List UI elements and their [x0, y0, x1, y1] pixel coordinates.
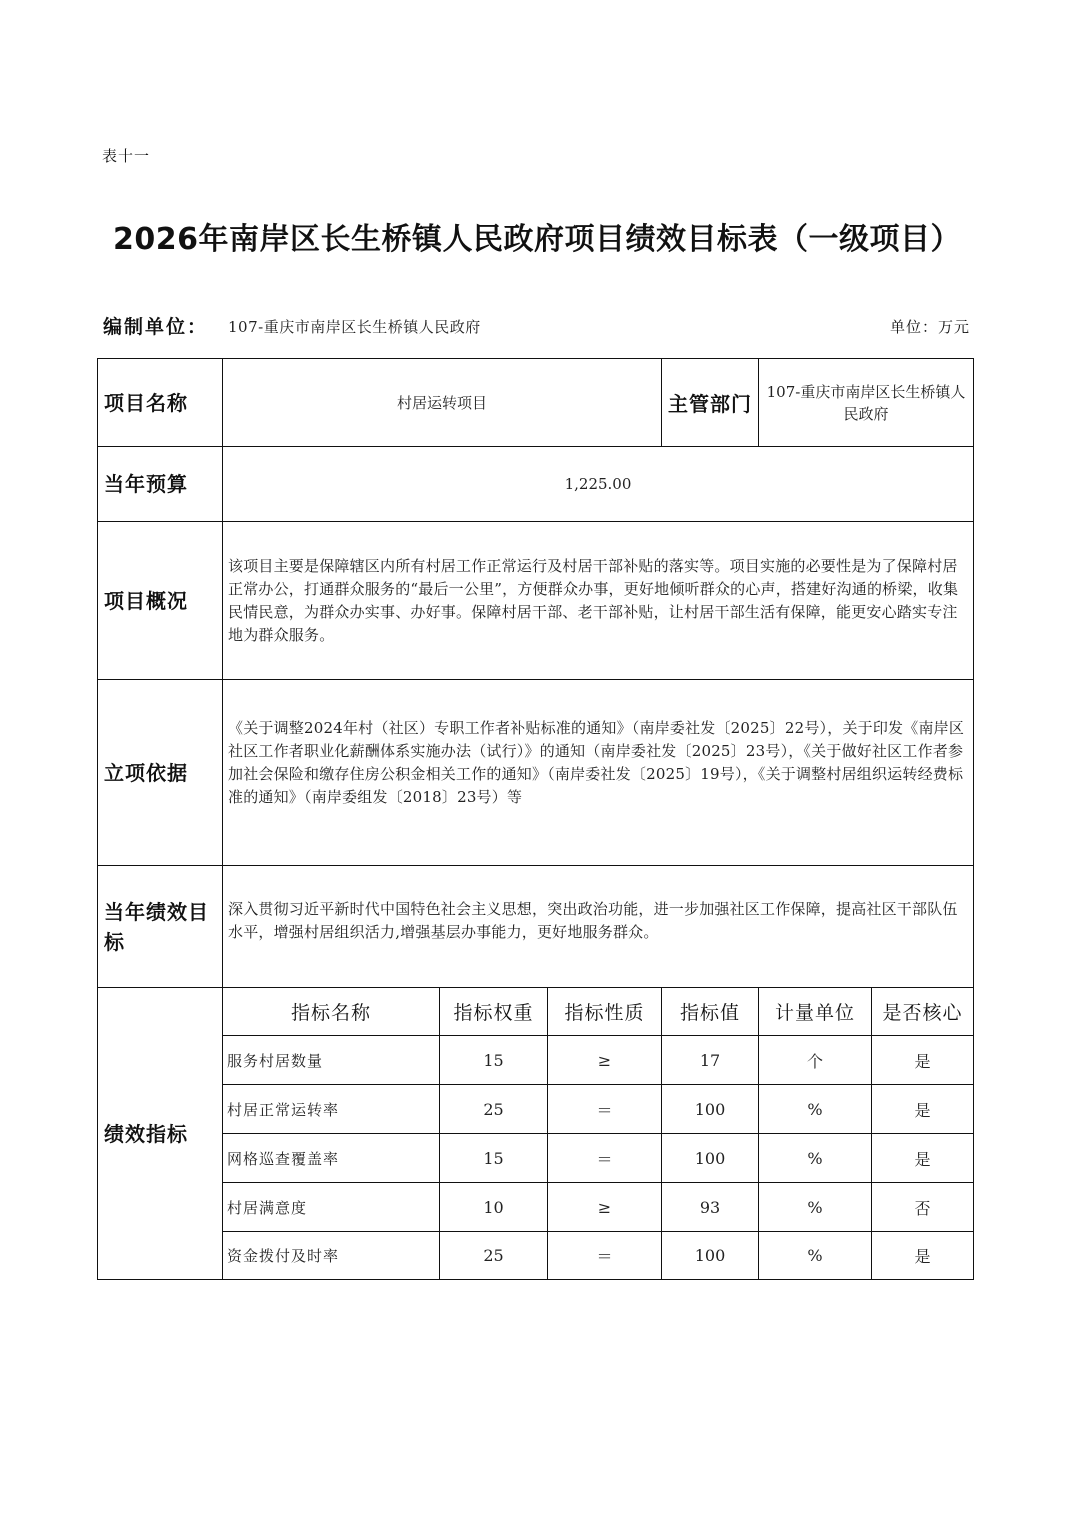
indicator-value: 100: [662, 1232, 759, 1280]
indicator-name: 资金拨付及时率: [223, 1232, 440, 1280]
indicator-nature: ≥: [548, 1183, 662, 1232]
overview-value: 该项目主要是保障辖区内所有村居工作正常运行及村居干部补贴的落实等。项目实施的必要性是为了保障村居正常办公，打通群众服务的“最后一公里”，方便群众办事，更好地倾听群众的心声，搭建好沟通的桥梁，收集民情民意，为群众办实事、办好事。保障村居干部、老干部补贴，让村居干部生活有保障，能更安心踏实专注地为群众服务。: [223, 522, 974, 680]
dept-label: 主管部门: [662, 359, 759, 447]
org-label: 编制单位：: [103, 316, 209, 338]
indicator-weight: 15: [440, 1134, 548, 1183]
indicator-is-core: 是: [872, 1232, 974, 1280]
indicator-is-core: 是: [872, 1036, 974, 1085]
indicator-unit: %: [759, 1134, 872, 1183]
indicator-row: [98, 1232, 974, 1280]
indicator-row: [98, 1183, 974, 1232]
project-name-value: 村居运转项目: [223, 359, 662, 447]
overview-row: [98, 522, 974, 680]
header-indicator-weight: 指标权重: [440, 988, 548, 1036]
indicator-nature: ≥: [548, 1036, 662, 1085]
indicators-label: 绩效指标: [98, 988, 223, 1280]
budget-label: 当年预算: [98, 447, 223, 522]
indicator-unit: 个: [759, 1036, 872, 1085]
indicator-nature: ＝: [548, 1085, 662, 1134]
indicator-is-core: 是: [872, 1085, 974, 1134]
budget-value: 1,225.00: [223, 447, 974, 522]
goal-value: 深入贯彻习近平新时代中国特色社会主义思想，突出政治功能，进一步加强社区工作保障，提高社区干部队伍水平，增强村居组织活力,增强基层办事能力，更好地服务群众。: [223, 866, 974, 988]
indicator-is-core: 否: [872, 1183, 974, 1232]
indicator-row: [98, 1036, 974, 1085]
project-name-row: [98, 359, 974, 447]
header-indicator-name: 指标名称: [223, 988, 440, 1036]
document-title: 2026年南岸区长生桥镇人民政府项目绩效目标表（一级项目）: [113, 222, 961, 257]
indicator-row: [98, 1085, 974, 1134]
indicator-name: 村居满意度: [223, 1183, 440, 1232]
project-name-label: 项目名称: [98, 359, 223, 447]
basis-label: 立项依据: [98, 680, 223, 866]
indicator-name: 村居正常运转率: [223, 1085, 440, 1134]
goal-label: 当年绩效目标: [98, 866, 223, 988]
header-measure-unit: 计量单位: [759, 988, 872, 1036]
indicator-header-row: [98, 988, 974, 1036]
dept-value: 107-重庆市南岸区长生桥镇人民政府: [759, 359, 974, 447]
indicator-unit: %: [759, 1183, 872, 1232]
goal-row: [98, 866, 974, 988]
overview-label: 项目概况: [98, 522, 223, 680]
basis-row: [98, 680, 974, 866]
indicator-value: 100: [662, 1134, 759, 1183]
indicator-value: 100: [662, 1085, 759, 1134]
org-value: 107-重庆市南岸区长生桥镇人民政府: [228, 318, 481, 336]
budget-row: [98, 447, 974, 522]
performance-target-table: [97, 358, 974, 1280]
table-number-label: 表十一: [102, 147, 151, 165]
indicator-nature: ＝: [548, 1134, 662, 1183]
indicator-weight: 15: [440, 1036, 548, 1085]
indicator-weight: 10: [440, 1183, 548, 1232]
indicator-row: [98, 1134, 974, 1183]
indicator-value: 93: [662, 1183, 759, 1232]
indicator-unit: %: [759, 1085, 872, 1134]
indicator-nature: ＝: [548, 1232, 662, 1280]
indicator-value: 17: [662, 1036, 759, 1085]
indicator-unit: %: [759, 1232, 872, 1280]
basis-value: 《关于调整2024年村（社区）专职工作者补贴标准的通知》（南岸委社发〔2025〕22号），关于印发《南岸区社区工作者职业化薪酬体系实施办法（试行）》的通知（南岸委社发〔2025〕23号），《关于做好社区工作者参加社会保险和缴存住房公积金相关工作的通知》（南岸委社发〔2025〕19号），《关于调整村居组织运转经费标准的通知》（南岸委组发〔2018〕23号）等: [223, 680, 974, 866]
indicator-weight: 25: [440, 1232, 548, 1280]
indicator-weight: 25: [440, 1085, 548, 1134]
indicator-name: 网格巡查覆盖率: [223, 1134, 440, 1183]
header-is-core: 是否核心: [872, 988, 974, 1036]
header-indicator-value: 指标值: [662, 988, 759, 1036]
indicator-is-core: 是: [872, 1134, 974, 1183]
indicator-name: 服务村居数量: [223, 1036, 440, 1085]
unit-label: 单位：万元: [889, 318, 970, 336]
header-indicator-nature: 指标性质: [548, 988, 662, 1036]
